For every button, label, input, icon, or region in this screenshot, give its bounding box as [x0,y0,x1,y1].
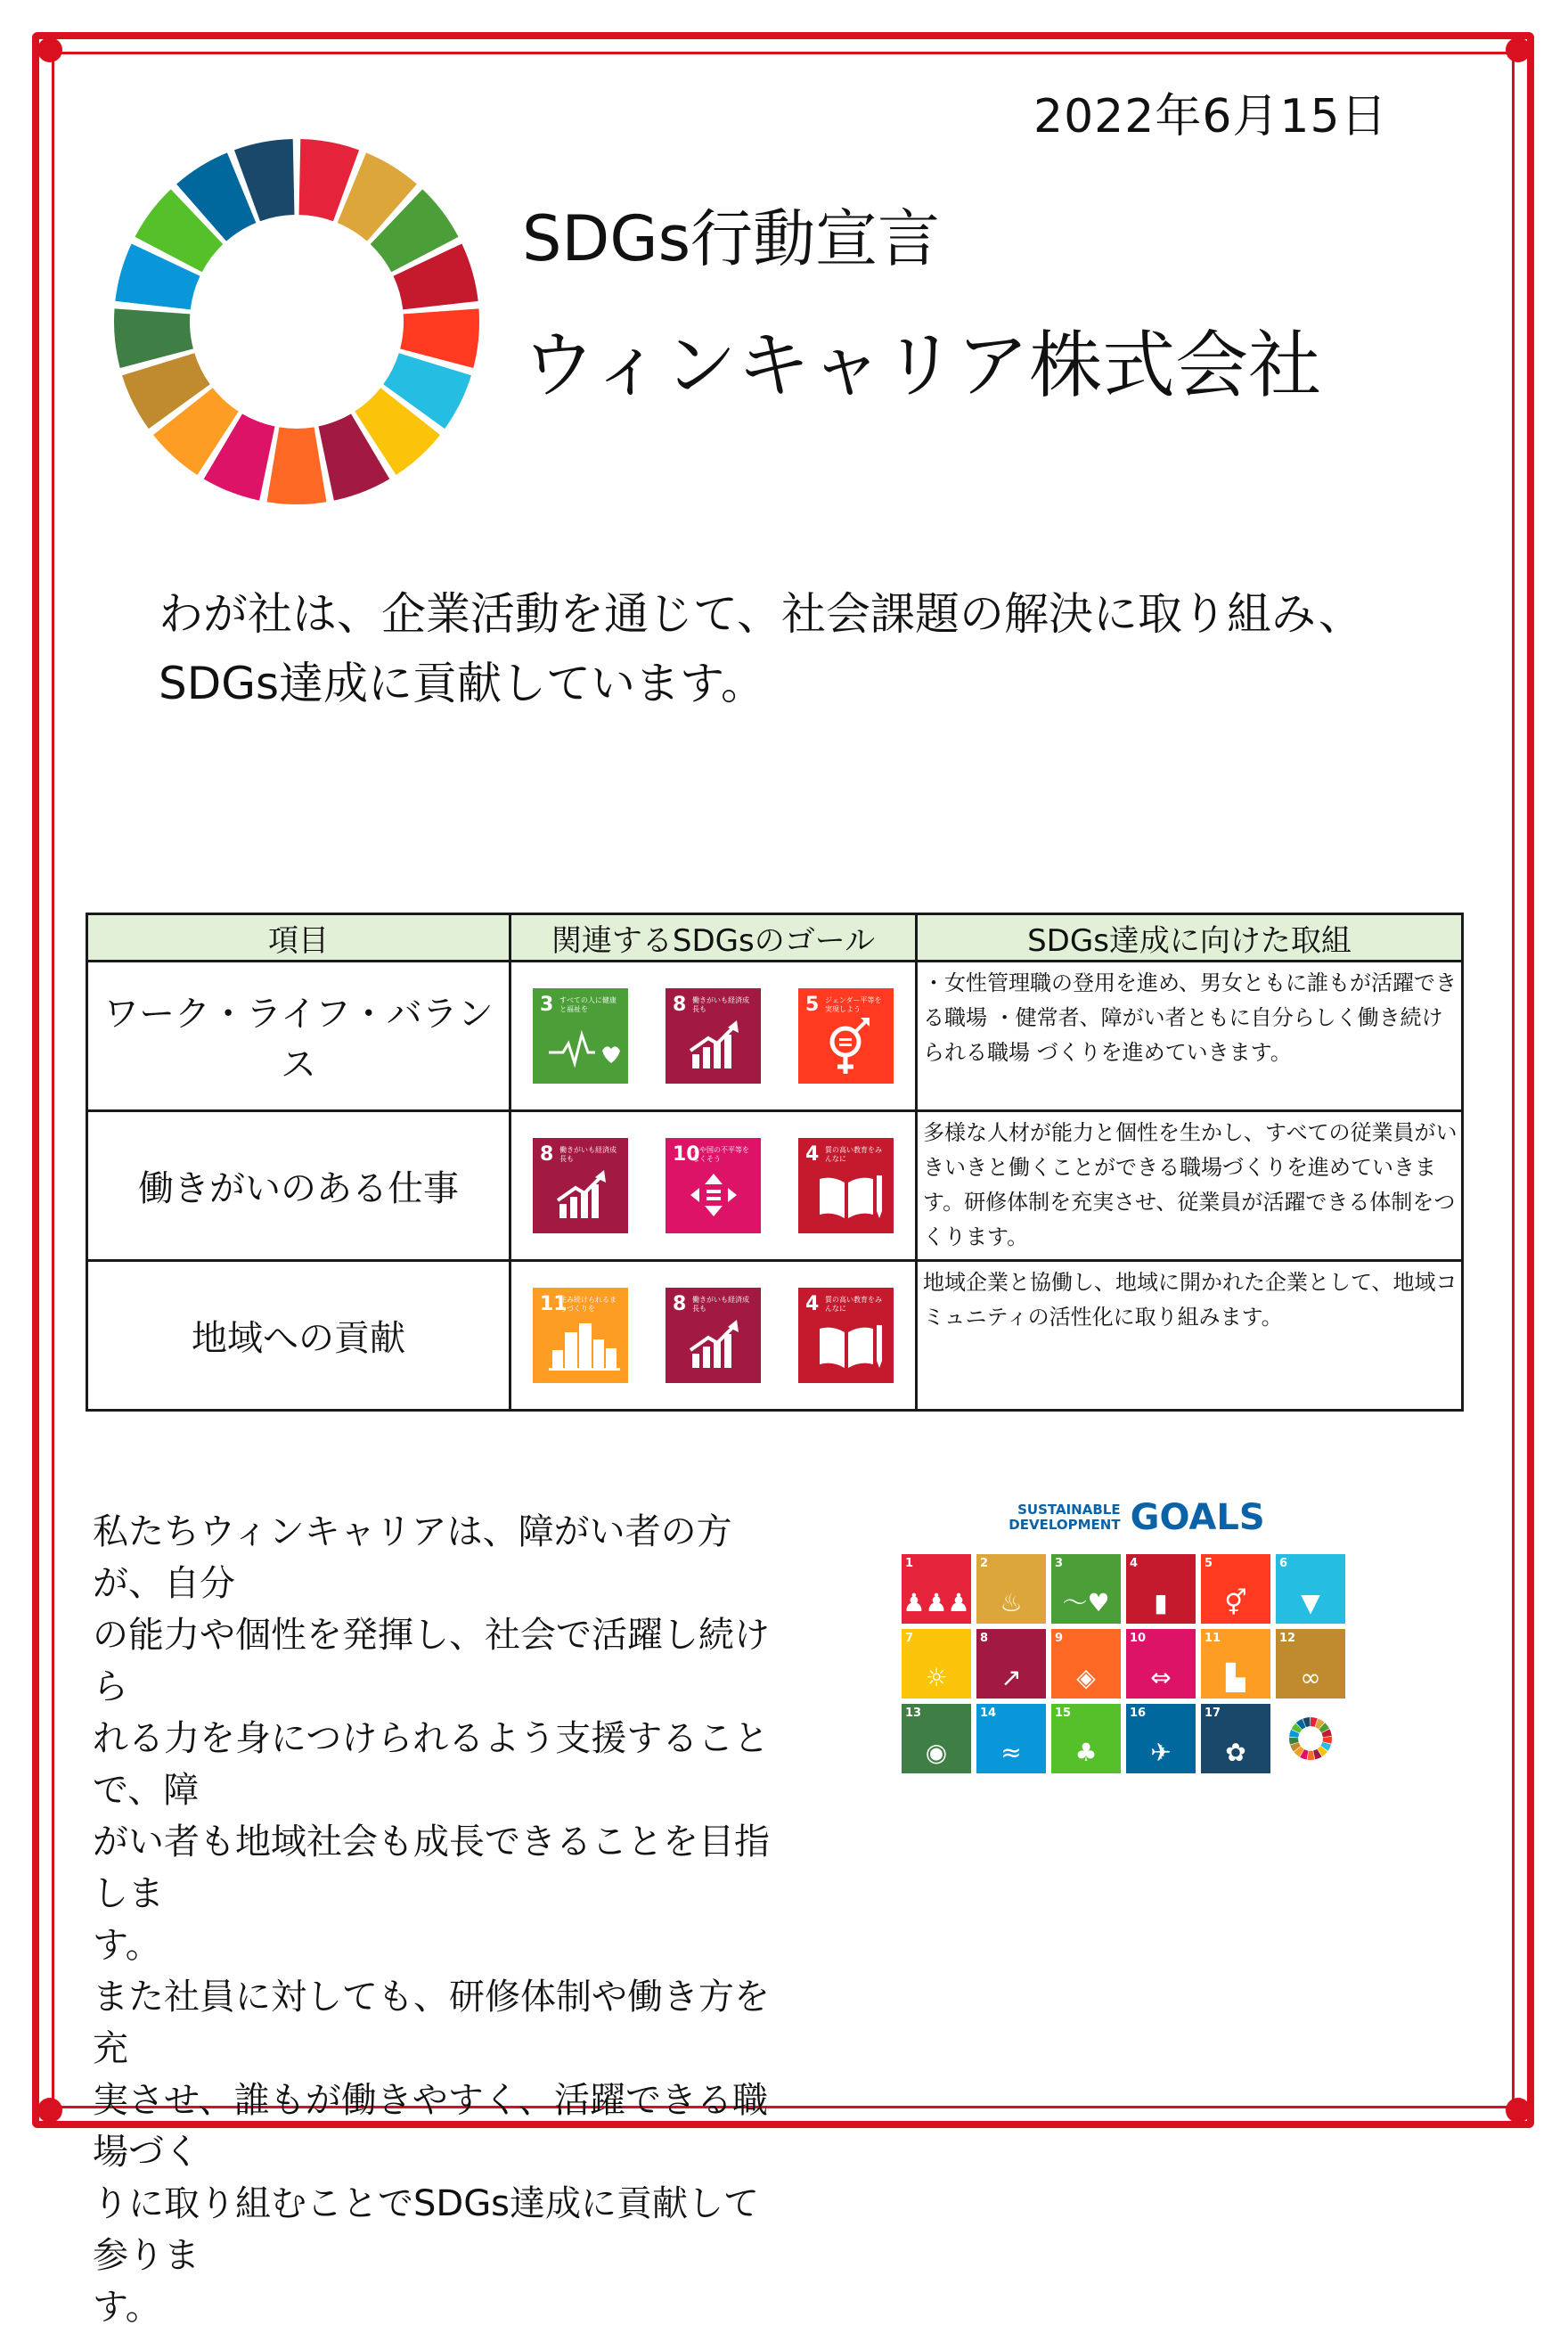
table-row [87,962,1463,1111]
paragraph-line: す。 [93,1925,161,1966]
tile-number: 9 [1055,1632,1064,1645]
table-row [87,1111,1463,1261]
tile-number: 5 [1205,1557,1213,1570]
goal-caption: 働きがいも経済成長も [692,1296,749,1313]
sdg-tile-9 [1051,1629,1121,1699]
tile-number: 12 [1279,1632,1296,1645]
tile-number: 7 [905,1632,914,1645]
sdg-wheel-icon [110,135,483,508]
sdg-tile-wheel [1276,1704,1345,1773]
sdg-logo-header [902,1497,1372,1551]
goal-number: 5 [805,994,820,1016]
header-goals: 関連するSDGsのゴール [510,914,917,962]
tile-glyph-icon: ▼ [1301,1588,1320,1617]
sdg-logo-goals-word: GOALS [1130,1497,1265,1538]
sdg-tile-13 [902,1704,971,1773]
tile-number: 4 [1130,1557,1139,1570]
tile-glyph-icon: ✿ [1225,1738,1246,1767]
paragraph-line: 私たちウィンキャリアは、障がい者の方が、自分 [93,1511,732,1604]
tile-number: 13 [905,1707,922,1720]
header-actions: SDGs達成に向けた取組 [917,914,1463,962]
sdg-goal-4-book-pencil-icon [798,1288,894,1383]
sdg-tile-7 [902,1629,971,1699]
paragraph-line: す。 [93,2287,161,2328]
row-action-text: ・女性管理職の登用を進め、男女ともに誰もが活躍できる職場 ・健常者、障がい者ともに自分らしく働き続けられる職場 づくりを進めていきます。 [917,962,1463,1111]
goal-number: 8 [540,1143,554,1166]
tile-number: 8 [980,1632,989,1645]
corner-ornament-icon [36,36,77,77]
sdg-goal-4-book-pencil-icon [798,1138,894,1233]
paragraph-line: 実させ、誰もが働きやすく、活躍できる職場づく [93,2080,768,2173]
sdg-wheel-icon [1276,1704,1345,1773]
sdg-tile-14 [976,1704,1046,1773]
row-goal-icons [510,962,917,1111]
tile-glyph-icon: ▙ [1226,1663,1245,1692]
goal-caption: 働きがいも経済成長も [692,996,749,1013]
closing-paragraph [93,1506,788,2333]
sdg-tile-17 [1201,1704,1270,1773]
sdg-logo-subtitle [1009,1502,1120,1533]
intro-line: わが社は、企業活動を通じて、社会課題の解決に取り組み、 [159,588,1363,640]
sdg-tile-15 [1051,1704,1121,1773]
tile-glyph-icon: ⚥ [1224,1588,1247,1617]
tile-glyph-icon: ♨ [1000,1588,1023,1617]
tile-glyph-icon: ♟♟♟ [902,1588,970,1617]
tile-number: 6 [1279,1557,1288,1570]
paragraph-line: りに取り組むことでSDGs達成に貢献して参りま [93,2183,760,2276]
tile-number: 11 [1205,1632,1221,1645]
sdg-logo-line1: SUSTAINABLE [1017,1502,1121,1518]
sdg-goal-8-growth-chart-icon [666,1288,761,1383]
sdg-goal-5-gender-equality-icon [798,988,894,1084]
row-goal-icons [510,1111,917,1261]
page-title: SDGs行動宣言 [522,202,941,275]
sdg-tile-4 [1126,1554,1196,1624]
tile-glyph-icon: ≈ [1000,1738,1022,1767]
sdg-goal-11-city-buildings-icon [533,1288,628,1383]
sdg-tile-10 [1126,1629,1196,1699]
goal-caption: ジェンダー平等を実現しよう [825,996,882,1013]
tile-number: 15 [1055,1707,1072,1720]
goal-caption: 働きがいも経済成長も [559,1146,617,1163]
tile-glyph-icon: ☼ [925,1663,948,1692]
tile-glyph-icon: ▮ [1154,1588,1168,1617]
intro-line: SDGs達成に貢献しています。 [159,658,766,709]
corner-ornament-icon [1491,36,1532,77]
wheel-segment [1307,1751,1314,1760]
row-item-label: ワーク・ライフ・バランス [87,962,510,1111]
sdg-logo-line2: DEVELOPMENT [1009,1517,1121,1533]
row-action-text: 多様な人材が能力と個性を生かし、すべての従業員がいきいきと働くことができる職場づくりを進めていきます。研修体制を充実させ、従業員が活躍できる体制をつくります。 [917,1111,1463,1261]
sdg-tile-16 [1126,1704,1196,1773]
goal-caption: 質の高い教育をみんなに [825,1296,882,1313]
tile-glyph-icon: ✈ [1150,1738,1172,1767]
goal-number: 4 [805,1293,820,1315]
corner-ornament-icon [36,2083,77,2124]
tile-glyph-icon: 〜♥ [1062,1588,1110,1617]
sdg-tile-2 [976,1554,1046,1624]
paragraph-line: の能力や個性を発揮し、社会で活躍し続けら [93,1615,770,1707]
table-header-row [87,914,1463,962]
row-action-text: 地域企業と協働し、地域に開かれた企業として、地域コミュニティの活性化に取り組みます。 [917,1261,1463,1411]
goal-number: 4 [805,1143,820,1166]
row-goal-icons [510,1261,917,1411]
sdg-tile-6 [1276,1554,1345,1624]
goal-caption: 人や国の不平等をなくそう [692,1146,749,1163]
tile-glyph-icon: ◈ [1076,1663,1096,1692]
paragraph-line: れる力を身につけられるよう支援することで、障 [93,1718,770,1811]
sdg-goal-3-heartbeat-icon [533,988,628,1084]
tile-number: 1 [905,1557,914,1570]
tile-number: 16 [1130,1707,1147,1720]
header-item: 項目 [87,914,510,962]
goal-number: 11 [540,1293,568,1315]
tile-glyph-icon: ⇔ [1150,1663,1172,1692]
tile-number: 2 [980,1557,989,1570]
table-row [87,1261,1463,1411]
sdg-tile-5 [1201,1554,1270,1624]
goal-number: 8 [673,1293,687,1315]
sdg-goals-poster [902,1497,1372,1773]
tile-glyph-icon: ◉ [925,1738,948,1767]
wheel-segment [267,427,327,504]
corner-ornament-icon [1491,2083,1532,2124]
declaration-date: 2022年6月15日 [1033,90,1388,143]
sdg-tile-grid [902,1554,1372,1773]
sdg-goal-8-growth-chart-icon [533,1138,628,1233]
sdg-goal-10-inequality-arrows-icon [666,1138,761,1233]
paragraph-line: がい者も地域社会も成長できることを目指しま [93,1821,770,1914]
tile-glyph-icon: ↗ [1000,1663,1022,1692]
paragraph-line: また社員に対しても、研修体制や働き方を充 [93,1977,770,2069]
sdg-tile-12 [1276,1629,1345,1699]
tile-glyph-icon: ∞ [1300,1663,1321,1692]
tile-number: 14 [980,1707,997,1720]
goal-caption: すべての人に健康と福祉を [559,996,617,1013]
tile-number: 17 [1205,1707,1221,1720]
sdg-goals-table [86,913,1464,1412]
goal-number: 3 [540,994,554,1016]
row-item-label: 働きがいのある仕事 [87,1111,510,1261]
tile-number: 10 [1130,1632,1147,1645]
sdg-tile-3 [1051,1554,1121,1624]
company-name: ウィンキャリア株式会社 [522,323,1322,408]
sdg-tile-11 [1201,1629,1270,1699]
tile-glyph-icon: ♣ [1074,1738,1098,1767]
sdg-tile-1 [902,1554,971,1624]
goal-caption: 住み続けられるまちづくりを [559,1296,617,1313]
sdg-goal-8-growth-chart-icon [666,988,761,1084]
goal-caption: 質の高い教育をみんなに [825,1146,882,1163]
goal-number: 8 [673,994,687,1016]
goal-number: 10 [673,1143,700,1166]
tile-number: 3 [1055,1557,1064,1570]
sdg-tile-8 [976,1629,1046,1699]
intro-statement [159,579,1363,718]
row-item-label: 地域への貢献 [87,1261,510,1411]
